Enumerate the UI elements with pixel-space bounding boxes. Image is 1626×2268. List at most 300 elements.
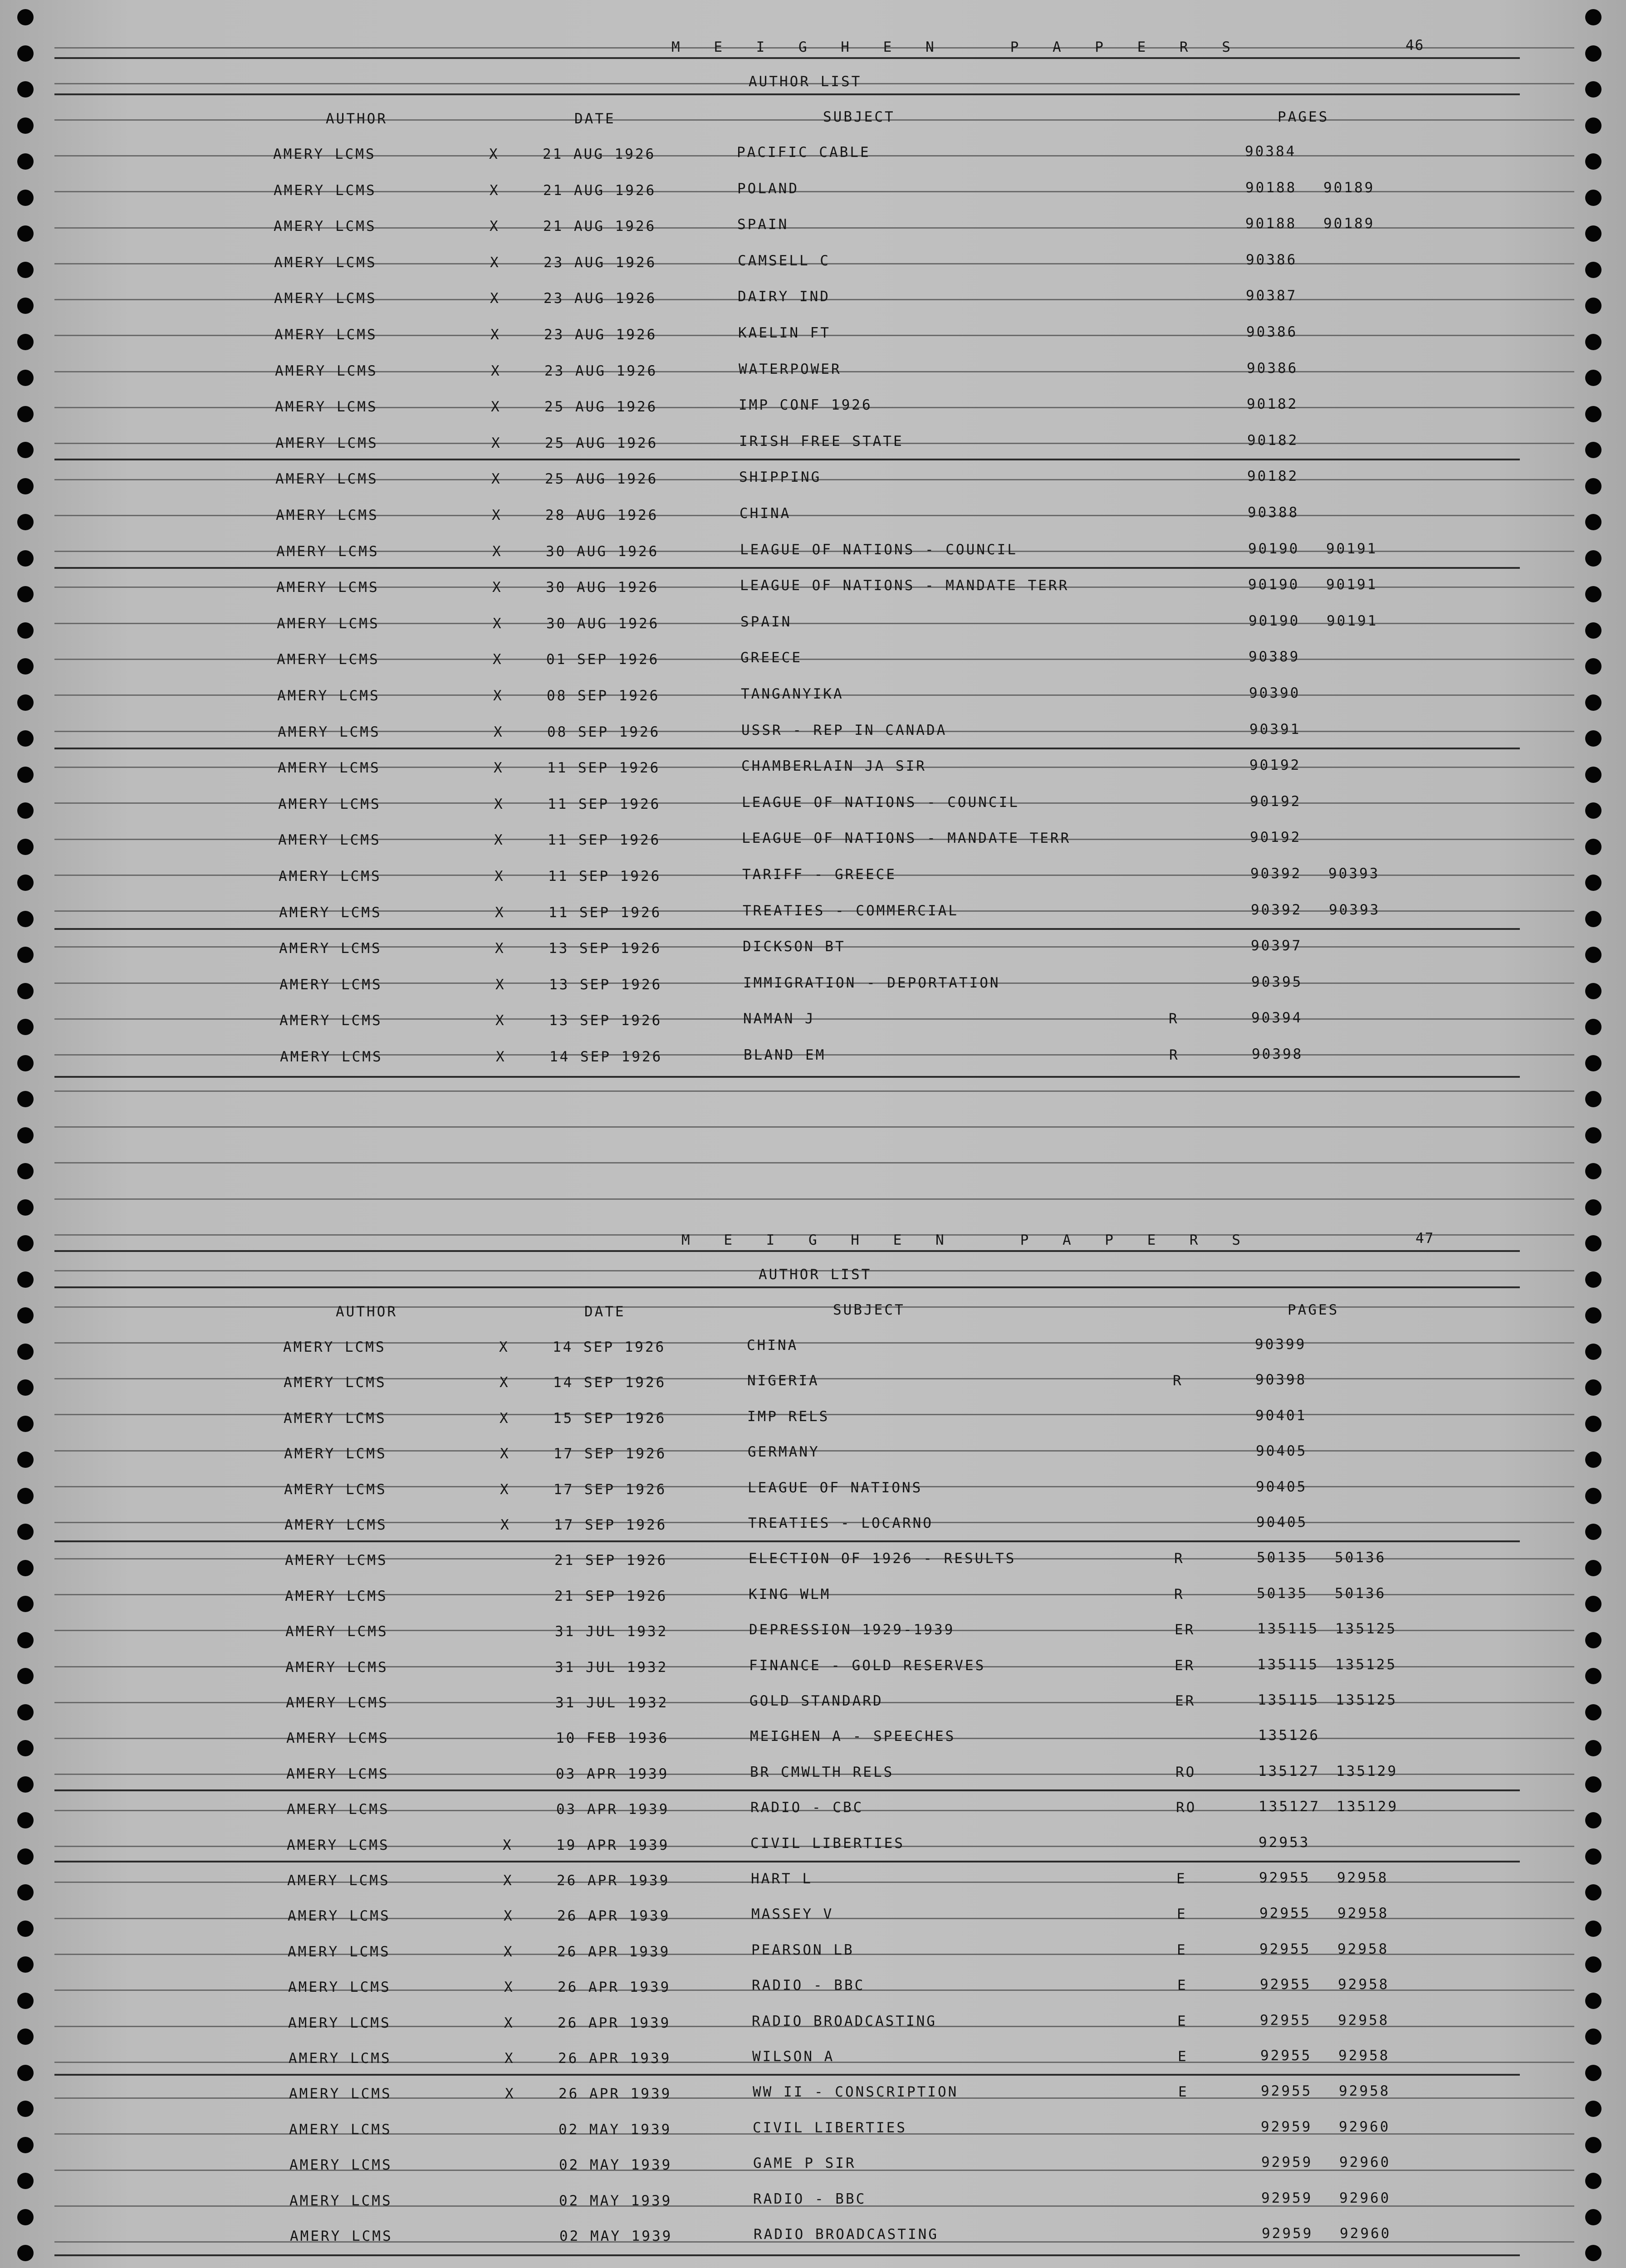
row-x-mark: X	[495, 977, 506, 993]
tractor-hole-left	[17, 45, 34, 62]
tractor-hole-left	[17, 2028, 34, 2045]
tractor-hole-right	[1585, 1344, 1602, 1360]
tractor-hole-left	[17, 262, 34, 278]
row-subject: CIVIL LIBERTIES	[753, 2120, 907, 2136]
row-page-start: 92955	[1261, 2083, 1313, 2099]
row-page-end: 92958	[1339, 2083, 1391, 2099]
row-author: AMERY LCMS	[274, 254, 377, 271]
row-separator	[54, 748, 1520, 749]
tractor-hole-right	[1585, 2028, 1602, 2045]
row-subject: LEAGUE OF NATIONS	[748, 1480, 923, 1496]
tractor-hole-right	[1585, 370, 1602, 386]
row-subject: PEARSON LB	[751, 1942, 854, 1958]
tractor-hole-left	[17, 1307, 34, 1324]
row-page-end: 92958	[1337, 1870, 1389, 1886]
row-author: AMERY LCMS	[288, 1979, 391, 1995]
row-page-start: 90398	[1252, 1046, 1303, 1062]
ruled-line	[54, 119, 1574, 121]
row-author: AMERY LCMS	[274, 290, 377, 307]
row-subject: MASSEY V	[751, 1906, 834, 1922]
row-subject: GREECE	[740, 650, 802, 666]
tractor-hole-left	[17, 1668, 34, 1684]
page-number: 47	[1415, 1230, 1435, 1246]
row-date: 11 SEP 1926	[548, 868, 661, 885]
row-subject: WATERPOWER	[739, 361, 842, 377]
row-author: AMERY LCMS	[279, 977, 382, 993]
row-page-start: 90388	[1248, 504, 1299, 521]
row-x-mark: X	[493, 651, 503, 668]
row-x-mark: X	[490, 290, 500, 307]
row-x-mark: X	[495, 868, 505, 885]
row-subject: IRISH FREE STATE	[739, 433, 904, 450]
row-page-start: 50135	[1257, 1549, 1308, 1566]
row-subject: USSR - REP IN CANADA	[741, 722, 947, 738]
row-page-start: 92955	[1260, 2048, 1312, 2064]
tractor-hole-right	[1585, 586, 1602, 602]
tractor-hole-right	[1585, 730, 1602, 747]
tractor-hole-right	[1585, 45, 1602, 62]
row-author: AMERY LCMS	[285, 1552, 388, 1569]
row-page-end: 92958	[1338, 1976, 1390, 1993]
row-page-end: 90191	[1326, 577, 1378, 593]
tractor-hole-left	[17, 2209, 34, 2225]
row-x-mark: X	[500, 1517, 511, 1533]
row-x-mark: X	[495, 940, 505, 957]
row-page-start: 90190	[1248, 577, 1300, 593]
row-page-start: 90398	[1255, 1372, 1307, 1388]
row-page-start: 90188	[1245, 215, 1297, 232]
row-author: AMERY LCMS	[277, 616, 380, 632]
row-date: 01 SEP 1926	[546, 651, 660, 668]
row-date: 10 FEB 1936	[556, 1730, 669, 1746]
row-author: AMERY LCMS	[275, 471, 378, 487]
tractor-hole-left	[17, 1452, 34, 1468]
page-title: M E I G H E N P A P E R S	[681, 1232, 1253, 1248]
row-subject: LEAGUE OF NATIONS - MANDATE TERR	[742, 830, 1071, 846]
tractor-hole-right	[1585, 1776, 1602, 1793]
row-x-mark: X	[504, 2015, 514, 2031]
row-subject: DEPRESSION 1929-1939	[749, 1622, 955, 1638]
row-x-mark: X	[491, 399, 501, 415]
row-subject: LEAGUE OF NATIONS - MANDATE TERR	[740, 577, 1069, 594]
tractor-hole-left	[17, 1812, 34, 1828]
tractor-hole-right	[1585, 298, 1602, 314]
row-author: AMERY LCMS	[285, 1588, 388, 1604]
row-page-start: 90384	[1245, 143, 1297, 160]
row-page-start: 50135	[1257, 1585, 1308, 1602]
row-x-mark: X	[490, 254, 500, 271]
col-header-date: DATE	[574, 111, 616, 127]
tractor-hole-right	[1585, 1596, 1602, 1612]
tractor-hole-right	[1585, 514, 1602, 530]
row-page-end: 90189	[1323, 180, 1375, 196]
row-author: AMERY LCMS	[287, 1801, 390, 1818]
row-page-end: 135129	[1336, 1763, 1398, 1779]
tractor-hole-left	[17, 81, 34, 98]
tractor-hole-right	[1585, 1848, 1602, 1865]
tractor-hole-right	[1585, 767, 1602, 783]
row-date: 23 AUG 1926	[544, 327, 657, 343]
tractor-hole-right	[1585, 875, 1602, 891]
row-subject: TANGANYIKA	[741, 686, 844, 702]
col-header-author: AUTHOR	[336, 1304, 397, 1320]
tractor-hole-left	[17, 514, 34, 530]
row-page-start: 90188	[1245, 180, 1297, 196]
row-date: 02 MAY 1939	[559, 2157, 672, 2173]
row-author: AMERY LCMS	[280, 1049, 383, 1065]
row-page-end: 90393	[1329, 902, 1381, 918]
tractor-hole-right	[1585, 2065, 1602, 2081]
row-page-end: 135129	[1337, 1799, 1398, 1815]
row-subject: WW II - CONSCRIPTION	[753, 2084, 959, 2100]
row-x-mark: X	[500, 1410, 510, 1427]
tractor-hole-left	[17, 1344, 34, 1360]
row-code: R	[1173, 1373, 1183, 1389]
section-end-rule	[54, 1076, 1520, 1078]
row-separator	[54, 1861, 1520, 1862]
ruled-line	[54, 1126, 1574, 1128]
row-subject: IMP CONF 1926	[739, 397, 872, 413]
row-x-mark: X	[503, 1837, 513, 1853]
row-date: 26 APR 1939	[557, 1872, 670, 1889]
tractor-hole-right	[1585, 2245, 1602, 2261]
row-subject: FINANCE - GOLD RESERVES	[749, 1657, 986, 1674]
row-author: AMERY LCMS	[279, 904, 382, 921]
tractor-hole-right	[1585, 334, 1602, 350]
row-page-end: 92958	[1338, 2048, 1390, 2064]
tractor-hole-left	[17, 1019, 34, 1035]
row-x-mark: X	[500, 1374, 510, 1391]
row-subject: LEAGUE OF NATIONS - COUNCIL	[740, 542, 1018, 558]
tractor-hole-right	[1585, 1019, 1602, 1035]
row-date: 31 JUL 1932	[555, 1623, 668, 1640]
row-subject: BLAND EM	[744, 1047, 826, 1063]
tractor-hole-right	[1585, 2137, 1602, 2153]
tractor-hole-right	[1585, 190, 1602, 206]
ruled-line	[54, 1162, 1574, 1163]
row-subject: TREATIES - LOCARNO	[748, 1515, 933, 1531]
row-date: 11 SEP 1926	[548, 832, 661, 848]
row-author: AMERY LCMS	[288, 2015, 391, 2031]
row-page-start: 90405	[1256, 1514, 1308, 1530]
tractor-hole-left	[17, 1993, 34, 2009]
row-code: ER	[1175, 1657, 1195, 1674]
tractor-hole-left	[17, 153, 34, 170]
tractor-hole-left	[17, 1488, 34, 1504]
row-date: 30 AUG 1926	[546, 579, 659, 596]
row-page-start: 90386	[1246, 324, 1298, 340]
row-date: 31 JUL 1932	[555, 1695, 669, 1711]
row-author: AMERY LCMS	[289, 2193, 392, 2209]
tractor-hole-left	[17, 1921, 34, 1937]
row-code: E	[1177, 1906, 1187, 1922]
row-author: AMERY LCMS	[278, 796, 381, 812]
tractor-hole-left	[17, 875, 34, 891]
row-code: E	[1178, 2048, 1188, 2065]
row-date: 14 SEP 1926	[553, 1374, 666, 1391]
row-code: R	[1174, 1550, 1185, 1567]
tractor-hole-right	[1585, 262, 1602, 278]
row-author: AMERY LCMS	[279, 868, 382, 885]
row-date: 13 SEP 1926	[549, 940, 662, 957]
row-date: 26 APR 1939	[557, 1908, 671, 1924]
row-subject: GAME P SIR	[753, 2155, 856, 2171]
row-date: 23 AUG 1926	[544, 363, 658, 379]
row-page-start: 92955	[1259, 1941, 1311, 1957]
row-date: 26 APR 1939	[558, 2086, 672, 2102]
tractor-hole-right	[1585, 1488, 1602, 1504]
row-page-start: 90190	[1249, 613, 1300, 629]
tractor-hole-right	[1585, 1127, 1602, 1144]
row-author: AMERY LCMS	[274, 327, 377, 343]
row-page-start: 92959	[1261, 2119, 1313, 2135]
row-subject: RADIO - CBC	[750, 1799, 864, 1816]
row-author: AMERY LCMS	[279, 940, 382, 957]
row-x-mark: X	[490, 218, 500, 235]
row-subject: IMP RELS	[747, 1408, 830, 1425]
row-page-start: 135115	[1257, 1657, 1319, 1673]
row-code: E	[1177, 1977, 1188, 1994]
tractor-hole-right	[1585, 478, 1602, 494]
row-page-end: 90191	[1327, 613, 1378, 629]
tractor-hole-right	[1585, 1163, 1602, 1179]
ruled-line	[54, 1306, 1574, 1308]
row-code: ER	[1175, 1693, 1196, 1709]
tractor-hole-right	[1585, 694, 1602, 711]
tractor-hole-left	[17, 1091, 34, 1107]
tractor-hole-left	[17, 2101, 34, 2117]
row-author: AMERY LCMS	[287, 1872, 390, 1889]
row-date: 23 AUG 1926	[544, 290, 657, 307]
row-date: 03 APR 1939	[556, 1766, 669, 1782]
col-header-pages: PAGES	[1288, 1302, 1339, 1318]
row-author: AMERY LCMS	[289, 2050, 392, 2067]
tractor-hole-left	[17, 442, 34, 458]
row-author: AMERY LCMS	[276, 543, 379, 560]
row-subject: SPAIN	[740, 614, 792, 630]
row-author: AMERY LCMS	[290, 2228, 393, 2244]
row-page-end: 135125	[1335, 1621, 1397, 1637]
col-header-author: AUTHOR	[326, 111, 387, 127]
row-date: 13 SEP 1926	[549, 977, 662, 993]
row-page-start: 90392	[1250, 865, 1302, 882]
tractor-hole-left	[17, 839, 34, 855]
tractor-hole-left	[17, 1271, 34, 1288]
row-date: 21 SEP 1926	[554, 1552, 668, 1569]
tractor-hole-left	[17, 334, 34, 350]
row-page-start: 92955	[1259, 1905, 1311, 1921]
row-author: AMERY LCMS	[286, 1766, 389, 1782]
row-author: AMERY LCMS	[278, 724, 381, 740]
row-page-start: 92953	[1259, 1834, 1310, 1851]
row-author: AMERY LCMS	[288, 1944, 391, 1960]
row-author: AMERY LCMS	[289, 2121, 392, 2138]
row-page-start: 90190	[1248, 541, 1300, 557]
tractor-hole-right	[1585, 1452, 1602, 1468]
row-subject: RADIO BROADCASTING	[754, 2226, 939, 2243]
row-page-start: 135127	[1258, 1763, 1320, 1779]
tractor-hole-left	[17, 190, 34, 206]
tractor-hole-right	[1585, 153, 1602, 170]
row-x-mark: X	[495, 1012, 506, 1029]
tractor-hole-right	[1585, 622, 1602, 639]
row-subject: BR CMWLTH RELS	[750, 1764, 894, 1780]
ruled-line	[54, 1090, 1574, 1092]
row-x-mark: X	[491, 435, 502, 451]
col-header-date: DATE	[584, 1304, 626, 1320]
row-subject: CAMSELL C	[738, 253, 830, 269]
tractor-hole-right	[1585, 1632, 1602, 1648]
row-page-start: 90192	[1249, 757, 1301, 773]
tractor-hole-right	[1585, 2209, 1602, 2225]
tractor-hole-left	[17, 1884, 34, 1901]
row-author: AMERY LCMS	[284, 1517, 387, 1533]
row-separator	[54, 2074, 1520, 2076]
row-x-mark: X	[492, 543, 503, 560]
row-page-end: 90393	[1328, 865, 1380, 882]
row-code: R	[1174, 1586, 1185, 1603]
row-subject: TARIFF - GREECE	[742, 866, 896, 883]
row-page-start: 90192	[1250, 793, 1302, 810]
row-page-end: 135125	[1336, 1692, 1397, 1708]
row-separator	[54, 459, 1520, 460]
tractor-hole-right	[1585, 658, 1602, 675]
row-author: AMERY LCMS	[274, 182, 377, 199]
row-subject: LEAGUE OF NATIONS - COUNCIL	[742, 794, 1019, 811]
row-author: AMERY LCMS	[276, 507, 379, 523]
row-author: AMERY LCMS	[279, 1012, 382, 1029]
tractor-hole-right	[1585, 1668, 1602, 1684]
tractor-hole-right	[1585, 1956, 1602, 1973]
tractor-hole-left	[17, 2137, 34, 2153]
row-page-end: 92960	[1339, 2154, 1391, 2170]
row-code: R	[1169, 1047, 1180, 1063]
row-subject: IMMIGRATION - DEPORTATION	[743, 975, 1000, 991]
row-x-mark: X	[493, 616, 503, 632]
row-x-mark: X	[490, 327, 501, 343]
tractor-hole-left	[17, 370, 34, 386]
row-page-start: 92955	[1260, 2012, 1312, 2028]
row-author: AMERY LCMS	[284, 1410, 387, 1427]
tractor-hole-left	[17, 983, 34, 999]
row-author: AMERY LCMS	[274, 218, 377, 235]
row-x-mark: X	[505, 2086, 515, 2102]
row-subject: SHIPPING	[739, 469, 822, 485]
row-separator	[54, 928, 1520, 930]
row-page-start: 90386	[1247, 360, 1298, 376]
row-subject: HART L	[751, 1871, 813, 1887]
row-x-mark: X	[500, 1481, 510, 1498]
row-page-start: 90405	[1256, 1479, 1308, 1495]
row-author: AMERY LCMS	[289, 2086, 392, 2102]
row-page-start: 90401	[1255, 1408, 1307, 1424]
row-page-start: 90192	[1250, 829, 1302, 846]
row-code: E	[1177, 2013, 1188, 2029]
row-page-start: 135115	[1257, 1621, 1319, 1637]
row-author: AMERY LCMS	[285, 1659, 388, 1676]
tractor-hole-left	[17, 947, 34, 963]
tractor-hole-right	[1585, 1379, 1602, 1396]
tractor-hole-right	[1585, 1993, 1602, 2009]
tractor-hole-left	[17, 658, 34, 675]
row-page-start: 135127	[1259, 1799, 1320, 1815]
row-x-mark: X	[504, 1908, 514, 1924]
tractor-hole-left	[17, 117, 34, 134]
tractor-hole-right	[1585, 1199, 1602, 1216]
tractor-hole-left	[17, 1776, 34, 1793]
row-subject: RADIO - BBC	[752, 1977, 865, 1994]
tractor-hole-right	[1585, 802, 1602, 819]
row-separator	[54, 1540, 1520, 1542]
row-date: 25 AUG 1926	[544, 399, 658, 415]
row-subject: GERMANY	[748, 1444, 820, 1460]
row-author: AMERY LCMS	[283, 1339, 386, 1355]
row-date: 21 AUG 1926	[543, 182, 656, 199]
row-code: R	[1169, 1011, 1179, 1027]
row-author: AMERY LCMS	[276, 579, 379, 596]
row-date: 11 SEP 1926	[548, 796, 661, 812]
row-page-start: 90182	[1247, 396, 1298, 412]
tractor-hole-left	[17, 767, 34, 783]
row-date: 26 APR 1939	[558, 2015, 671, 2031]
header-rule	[54, 93, 1520, 95]
row-author: AMERY LCMS	[284, 1481, 387, 1498]
row-page-start: 90389	[1249, 649, 1300, 665]
row-page-start: 90399	[1255, 1336, 1307, 1353]
tractor-hole-left	[17, 1632, 34, 1648]
row-subject: MEIGHEN A - SPEECHES	[750, 1728, 956, 1745]
tractor-hole-left	[17, 1524, 34, 1540]
row-date: 28 AUG 1926	[545, 507, 659, 523]
row-date: 26 APR 1939	[558, 1979, 671, 1995]
row-date: 26 APR 1939	[558, 2050, 671, 2067]
row-author: AMERY LCMS	[277, 651, 380, 668]
row-date: 11 SEP 1926	[547, 760, 661, 776]
row-date: 31 JUL 1932	[555, 1659, 668, 1676]
tractor-hole-right	[1585, 2101, 1602, 2117]
tractor-hole-right	[1585, 1235, 1602, 1251]
row-page-start: 90391	[1249, 721, 1301, 738]
row-author: AMERY LCMS	[275, 399, 378, 415]
tractor-hole-right	[1585, 1307, 1602, 1324]
row-subject: CIVIL LIBERTIES	[750, 1835, 905, 1852]
tractor-hole-right	[1585, 117, 1602, 134]
tractor-hole-left	[17, 1379, 34, 1396]
col-header-pages: PAGES	[1278, 109, 1329, 125]
tractor-hole-right	[1585, 442, 1602, 458]
row-date: 03 APR 1939	[556, 1801, 670, 1818]
page-number: 46	[1406, 37, 1425, 54]
row-code: E	[1177, 1942, 1187, 1958]
row-x-mark: X	[494, 760, 504, 776]
row-subject: CHINA	[747, 1337, 798, 1354]
row-page-start: 90387	[1246, 288, 1298, 304]
list-subtitle: AUTHOR LIST	[759, 1266, 872, 1283]
row-code: E	[1176, 1871, 1187, 1887]
tractor-hole-left	[17, 622, 34, 639]
tractor-hole-left	[17, 694, 34, 711]
row-page-start: 90182	[1247, 468, 1299, 484]
row-author: AMERY LCMS	[288, 1908, 391, 1924]
row-date: 02 MAY 1939	[559, 2193, 672, 2209]
ruled-line	[54, 1342, 1574, 1344]
row-x-mark: X	[504, 1944, 514, 1960]
row-page-end: 135125	[1335, 1657, 1397, 1673]
row-x-mark: X	[499, 1339, 509, 1355]
row-author: AMERY LCMS	[278, 832, 381, 848]
tractor-hole-right	[1585, 1271, 1602, 1288]
row-page-start: 92959	[1262, 2225, 1313, 2242]
